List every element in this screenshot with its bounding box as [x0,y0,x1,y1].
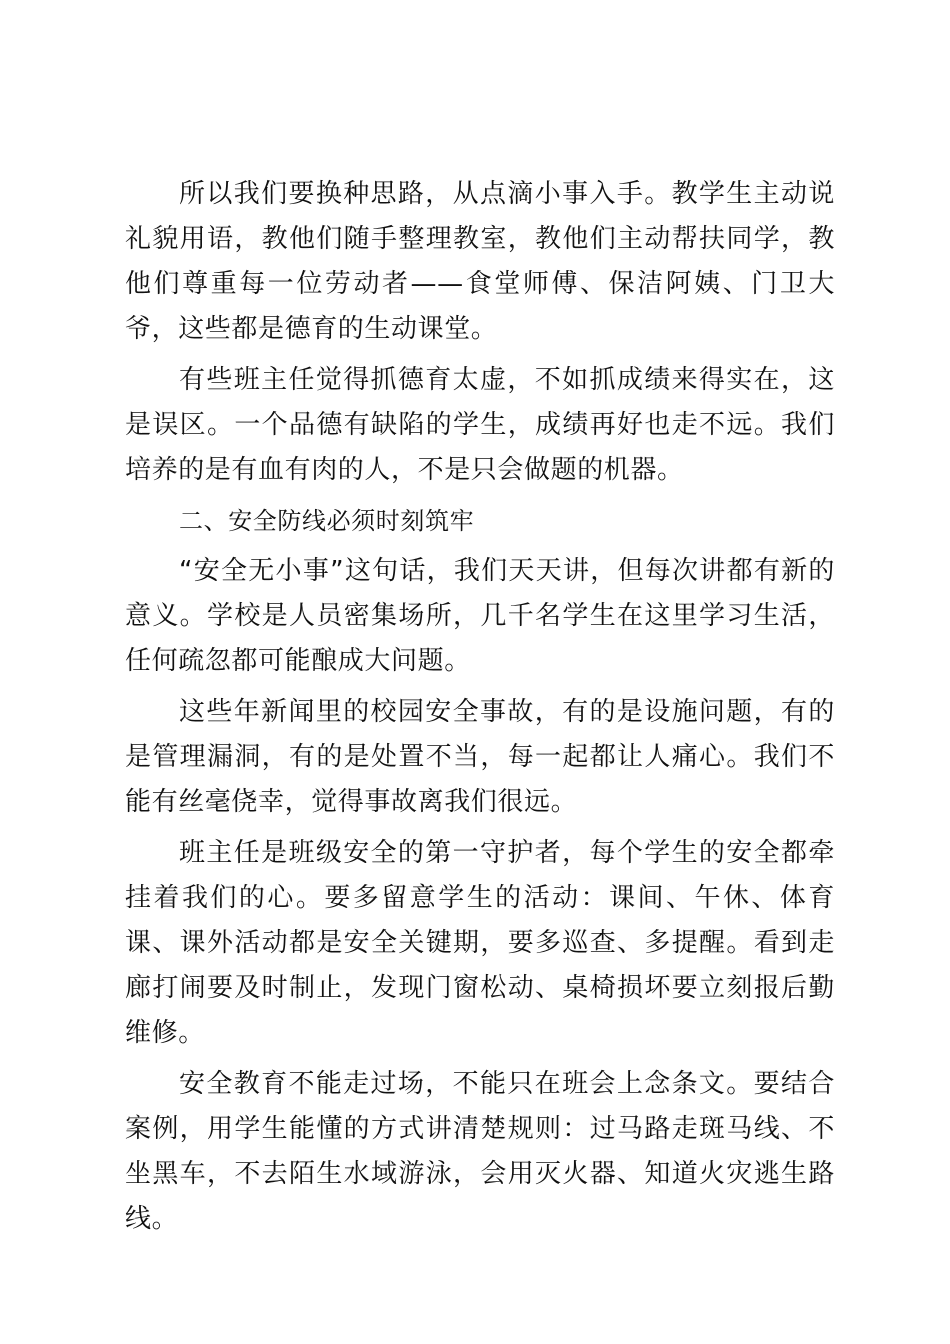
paragraph-3: “安全无小事”这句话，我们天天讲，但每次讲都有新的意义。学校是人员密集场所，几千名学生在这里学习生活，任何疏忽都可能酿成大问题。 [125,556,835,676]
paragraph-2: 有些班主任觉得抓德育太虚，不如抓成绩来得实在，这是误区。一个品德有缺陷的学生，成绩再好也走不远。我们培养的是有血有肉的人，不是只会做题的机器。 [125,365,835,485]
document-page [125,172,835,1248]
paragraph-6: 安全教育不能走过场，不能只在班会上念条文。要结合案例，用学生能懂的方式讲清楚规则：过马路走斑马线、不坐黑车，不去陌生水域游泳，会用灭火器、知道火灾逃生路线。 [125,1069,835,1234]
section-heading: 二、安全防线必须时刻筑牢 [179,507,475,535]
paragraph-4: 这些年新闻里的校园安全事故，有的是设施问题，有的是管理漏洞，有的是处置不当，每一起都让人痛心。我们不能有丝毫侥幸，觉得事故离我们很远。 [125,697,835,817]
paragraph-5: 班主任是班级安全的第一守护者，每个学生的安全都牵挂着我们的心。要多留意学生的活动：课间、午休、体育课、课外活动都是安全关键期，要多巡查、多提醒。看到走廊打闹要及时制止，发现门窗松动、桌椅损坏要立刻报后勤维修。 [125,838,835,1048]
paragraph-1: 所以我们要换种思路，从点滴小事入手。教学生主动说礼貌用语，教他们随手整理教室，教他们主动帮扶同学，教他们尊重每一位劳动者——食堂师傅、保洁阿姨、门卫大爷，这些都是德育的生动课堂。 [125,179,835,344]
